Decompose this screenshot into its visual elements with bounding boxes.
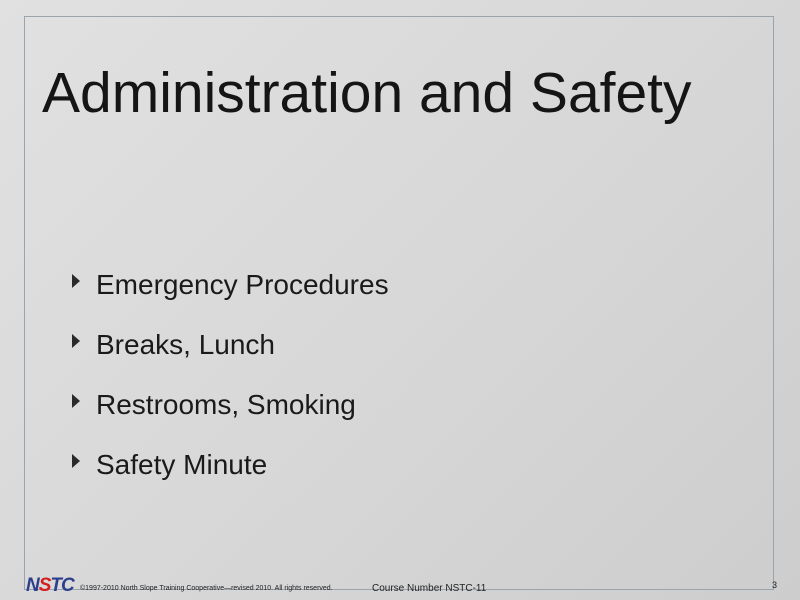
bullet-text: Breaks, Lunch xyxy=(96,329,275,360)
bullet-list xyxy=(72,255,389,495)
course-number: Course Number NSTC-11 xyxy=(372,583,487,594)
logo-letter-c: C xyxy=(61,575,74,596)
bullet-item xyxy=(72,315,389,375)
bullet-text: Safety Minute xyxy=(96,449,268,480)
triangle-bullet-icon xyxy=(72,394,80,408)
bullet-item xyxy=(72,435,389,495)
triangle-bullet-icon xyxy=(72,274,80,288)
triangle-bullet-icon xyxy=(72,454,80,468)
bullet-item xyxy=(72,375,389,435)
triangle-bullet-icon xyxy=(72,334,80,348)
bullet-text: Emergency Procedures xyxy=(96,269,389,300)
slide-footer xyxy=(0,572,800,600)
bullet-text: Restrooms, Smoking xyxy=(96,389,356,420)
copyright-text: ©1997-2010 North Slope Training Cooperative—revised 2010. All rights reserved. xyxy=(80,585,333,592)
slide-title: Administration and Safety xyxy=(42,61,692,125)
bullet-item xyxy=(72,255,389,315)
nstc-logo xyxy=(26,576,78,596)
logo-letter-s: S xyxy=(38,575,51,596)
page-number: 3 xyxy=(772,580,778,590)
logo-letter-t: T xyxy=(50,575,62,596)
logo-letter-n: N xyxy=(26,575,39,596)
